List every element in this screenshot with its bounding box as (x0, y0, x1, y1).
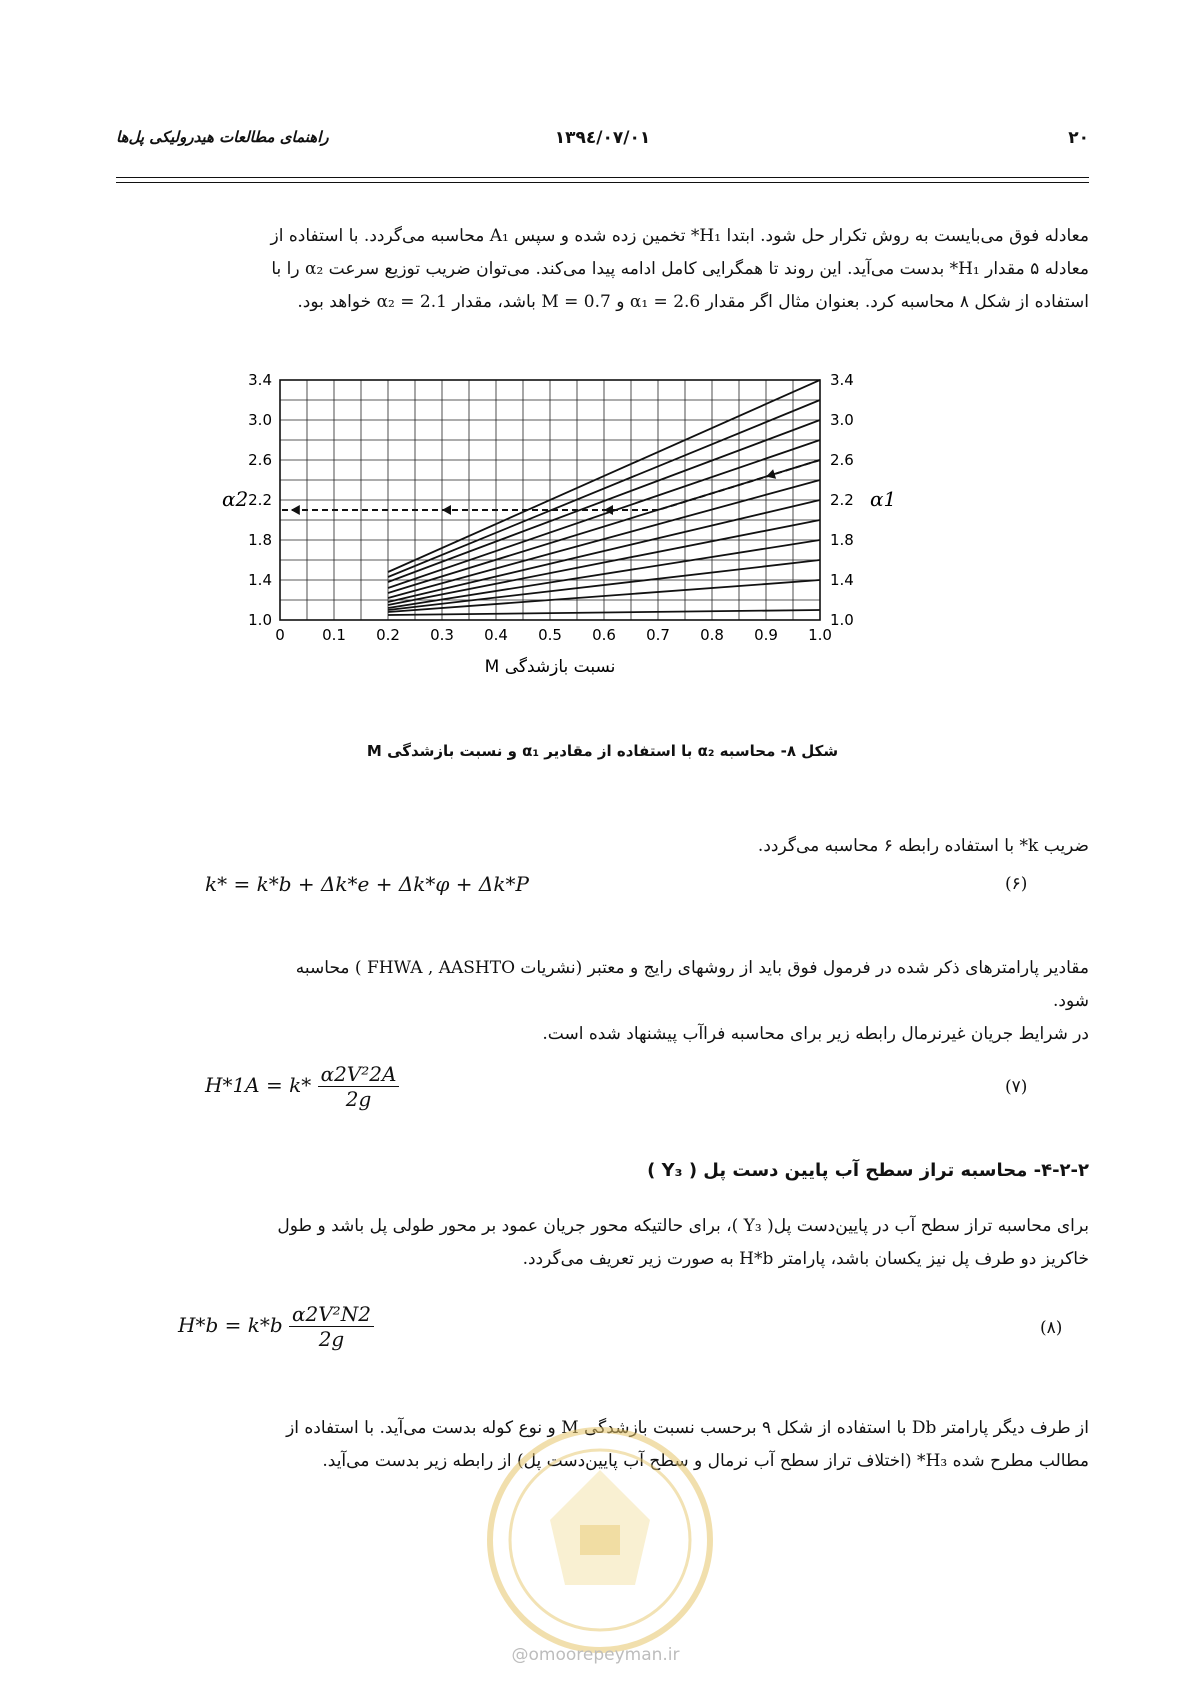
intro-paragraph (116, 220, 1089, 319)
x-tick-label: 0.7 (646, 626, 670, 644)
x-tick-label: 0.8 (700, 626, 724, 644)
y-tick-label-left: 1.4 (248, 571, 272, 589)
intro-line-3: استفاده از شکل ۸ محاسبه کرد. بعنوان مثال اگر مقدار α₁ = 2.6 و M = 0.7 باشد، مقدار α₂ = 2.1 خواهد بود. (297, 292, 1089, 312)
equation-8-number: (۸) (1040, 1318, 1063, 1338)
page-header (116, 128, 1089, 158)
parameters-line-2: شود. (1052, 991, 1089, 1011)
section-p3-line-2: مطالب مطرح شده H₃* (اختلاف تراز سطح آب نرمال و سطح آب پایین‌دست پل) از رابطه زیر بدست می‌آید. (322, 1451, 1089, 1471)
figure-8-chart (220, 370, 940, 730)
arrowhead (766, 469, 776, 479)
y-tick-label-right: 2.6 (830, 451, 854, 469)
equation-8-fraction (289, 1302, 374, 1351)
nonnormal-line: در شرایط جریان غیرنرمال رابطه زیر برای محاسبه فراآب پیشنهاد شده است. (542, 1024, 1089, 1044)
x-tick-label: 1.0 (808, 626, 832, 644)
x-tick-label: 0.9 (754, 626, 778, 644)
y-tick-label-right: 3.0 (830, 411, 854, 429)
arrowhead (291, 505, 300, 515)
y-tick-label-left: 3.0 (248, 411, 272, 429)
figure-caption: شکل ۸- محاسبه α₂ با استفاده از مقادیر α₁ و نسبت بازشدگی M (366, 742, 839, 760)
y-tick-label-right: 1.4 (830, 571, 854, 589)
section-p3-line-1: از طرف دیگر پارامتر Db با استفاده از شکل ۹ برحسب نسبت بازشدگی M و نوع کوله بدست می‌آید. با استفاده از (286, 1418, 1089, 1438)
x-tick-label: 0.6 (592, 626, 616, 644)
watermark-site: @omoorepeyman.ir (511, 1645, 680, 1665)
y-axis-label-right: α1 (870, 487, 897, 511)
y-tick-label-left: 1.0 (248, 611, 272, 629)
section-p1-line-2: خاکریز دو طرف پل نیز یکسان باشد، پارامتر H*b به صورت زیر تعریف می‌گردد. (522, 1249, 1089, 1269)
equation-7-number: (۷) (1005, 1077, 1028, 1097)
header-rule (116, 177, 1089, 178)
x-tick-label: 0.2 (376, 626, 400, 644)
equation-6: k* = k*b + Δk*e + Δk*φ + Δk*P (205, 872, 529, 896)
y-tick-label-left: 1.8 (248, 531, 272, 549)
parameters-line-1: مقادیر پارامترهای ذکر شده در فرمول فوق باید از روشهای رایج و معتبر (نشریات FHWA , AASHTO ) محاسبه (295, 958, 1089, 978)
equation-8 (178, 1302, 374, 1351)
section-paragraph-1 (116, 1210, 1089, 1276)
header-rule-2 (116, 182, 1089, 183)
y-tick-label-right: 1.0 (830, 611, 854, 629)
header-title: راهنمای مطالعات هیدرولیکی پل‌ها (116, 128, 329, 146)
equation-7-lhs: H*1A = k* (205, 1073, 312, 1097)
x-tick-label: 0.3 (430, 626, 454, 644)
x-tick-label: 0.5 (538, 626, 562, 644)
intro-line-2: معادله ۵ مقدار H₁* بدست می‌آید. این روند تا همگرایی کامل ادامه پیدا می‌کند. می‌توان ضریب توزیع سرعت α₂ را با (271, 259, 1089, 279)
equation-7-numerator: α2V²2A (318, 1062, 400, 1087)
equation-7-fraction (318, 1062, 400, 1111)
header-date: ۱۳۹٤/۰۷/۰۱ (554, 128, 651, 148)
section-p1-line-1: برای محاسبه تراز سطح آب در پایین‌دست پل( Y₃ )، برای حالتیکه محور جریان عمود بر محور طولی پل باشد و طول (277, 1216, 1089, 1236)
equation-7-denominator: 2g (345, 1087, 372, 1111)
y-tick-label-right: 1.8 (830, 531, 854, 549)
equation-7 (205, 1062, 399, 1111)
y-tick-label-right: 2.2 (830, 491, 854, 509)
parameters-paragraph (116, 952, 1089, 1051)
equation-8-denominator: 2g (318, 1327, 345, 1351)
y-tick-label-left: 3.4 (248, 371, 272, 389)
y-tick-label-left: 2.2 (248, 491, 272, 509)
equation-8-lhs: H*b = k*b (178, 1313, 283, 1337)
intro-line-1: معادله فوق می‌بایست به روش تکرار حل شود. ابتدا H₁* تخمین زده شده و سپس A₁ محاسبه می‌گردد. با استفاده از (270, 226, 1089, 246)
section-title: ۴-۲-۲- محاسبه تراز سطح آب پایین دست پل ( Y₃ ) (647, 1160, 1089, 1181)
page-number: ۲۰ (1068, 128, 1089, 148)
equation-8-numerator: α2V²N2 (289, 1302, 374, 1327)
equation-6-number: (۶) (1005, 874, 1028, 894)
y-tick-label-right: 3.4 (830, 371, 854, 389)
x-tick-label: 0.4 (484, 626, 508, 644)
chart-svg (220, 370, 940, 730)
arrowhead (442, 505, 451, 515)
x-axis-label: نسبت بازشدگی M (484, 657, 616, 677)
x-tick-label: 0 (275, 626, 285, 644)
watermark-seal (470, 1410, 730, 1670)
k-intro: ضریب k* با استفاده رابطه ۶ محاسبه می‌گردد. (757, 836, 1089, 856)
y-tick-label-left: 2.6 (248, 451, 272, 469)
y-axis-label-left: α2 (222, 487, 249, 511)
x-tick-label: 0.1 (322, 626, 346, 644)
